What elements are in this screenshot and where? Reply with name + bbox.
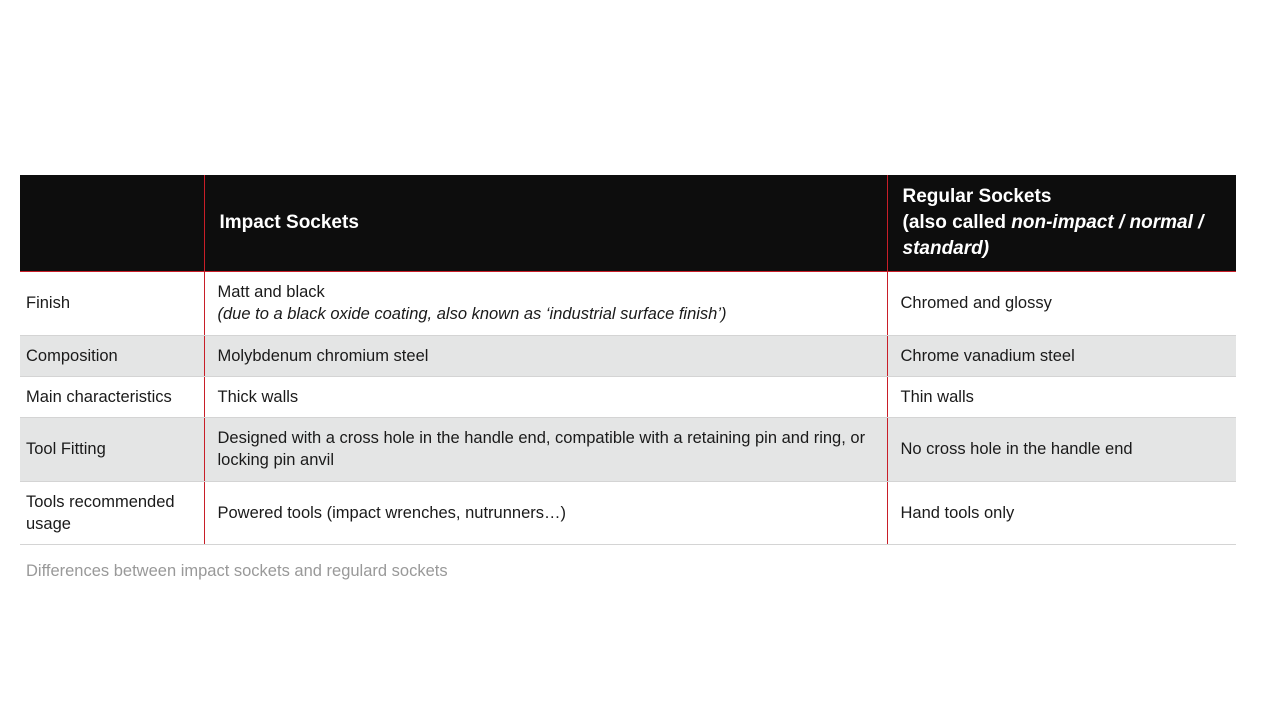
cell-regular: Hand tools only bbox=[887, 481, 1236, 544]
cell-feature: Tools recommended usage bbox=[20, 481, 204, 544]
cell-impact-text: Matt and black bbox=[217, 283, 325, 301]
cell-feature: Tool Fitting bbox=[20, 417, 204, 481]
cell-regular: No cross hole in the handle end bbox=[887, 417, 1236, 481]
table-row-composition bbox=[20, 335, 1236, 376]
table-header bbox=[20, 175, 1236, 271]
cell-feature: Finish bbox=[20, 271, 204, 335]
cell-impact: Thick walls bbox=[204, 376, 887, 417]
cell-impact: Designed with a cross hole in the handle end, compatible with a retaining pin and ring, or locking pin anvil bbox=[204, 417, 887, 481]
table-row-finish bbox=[20, 271, 1236, 335]
header-regular-title: Regular Sockets bbox=[902, 185, 1052, 207]
table-row-tools-recommended-usage bbox=[20, 481, 1236, 544]
header-impact-sockets: Impact Sockets bbox=[204, 175, 887, 271]
cell-feature: Composition bbox=[20, 335, 204, 376]
table-row-main-characteristics bbox=[20, 376, 1236, 417]
table-row-tool-fitting bbox=[20, 417, 1236, 481]
comparison-figure bbox=[20, 175, 1236, 581]
cell-impact: Powered tools (impact wrenches, nutrunners…) bbox=[204, 481, 887, 544]
table-body bbox=[20, 271, 1236, 544]
table-caption: Differences between impact sockets and regulard sockets bbox=[26, 561, 448, 580]
header-regular-aliases: non-impact / normal / standard) bbox=[902, 211, 1204, 259]
comparison-table bbox=[20, 175, 1236, 545]
header-row bbox=[20, 175, 1236, 271]
header-regular-prefix: (also called bbox=[902, 211, 1012, 233]
cell-impact: Molybdenum chromium steel bbox=[204, 335, 887, 376]
header-feature bbox=[20, 175, 204, 271]
cell-regular: Chrome vanadium steel bbox=[887, 335, 1236, 376]
cell-regular: Chromed and glossy bbox=[887, 271, 1236, 335]
cell-feature: Main characteristics bbox=[20, 376, 204, 417]
header-regular-sockets bbox=[887, 175, 1236, 271]
cell-impact-note: (due to a black oxide coating, also known as ‘industrial surface finish’) bbox=[217, 305, 727, 323]
cell-regular: Thin walls bbox=[887, 376, 1236, 417]
cell-impact bbox=[204, 271, 887, 335]
